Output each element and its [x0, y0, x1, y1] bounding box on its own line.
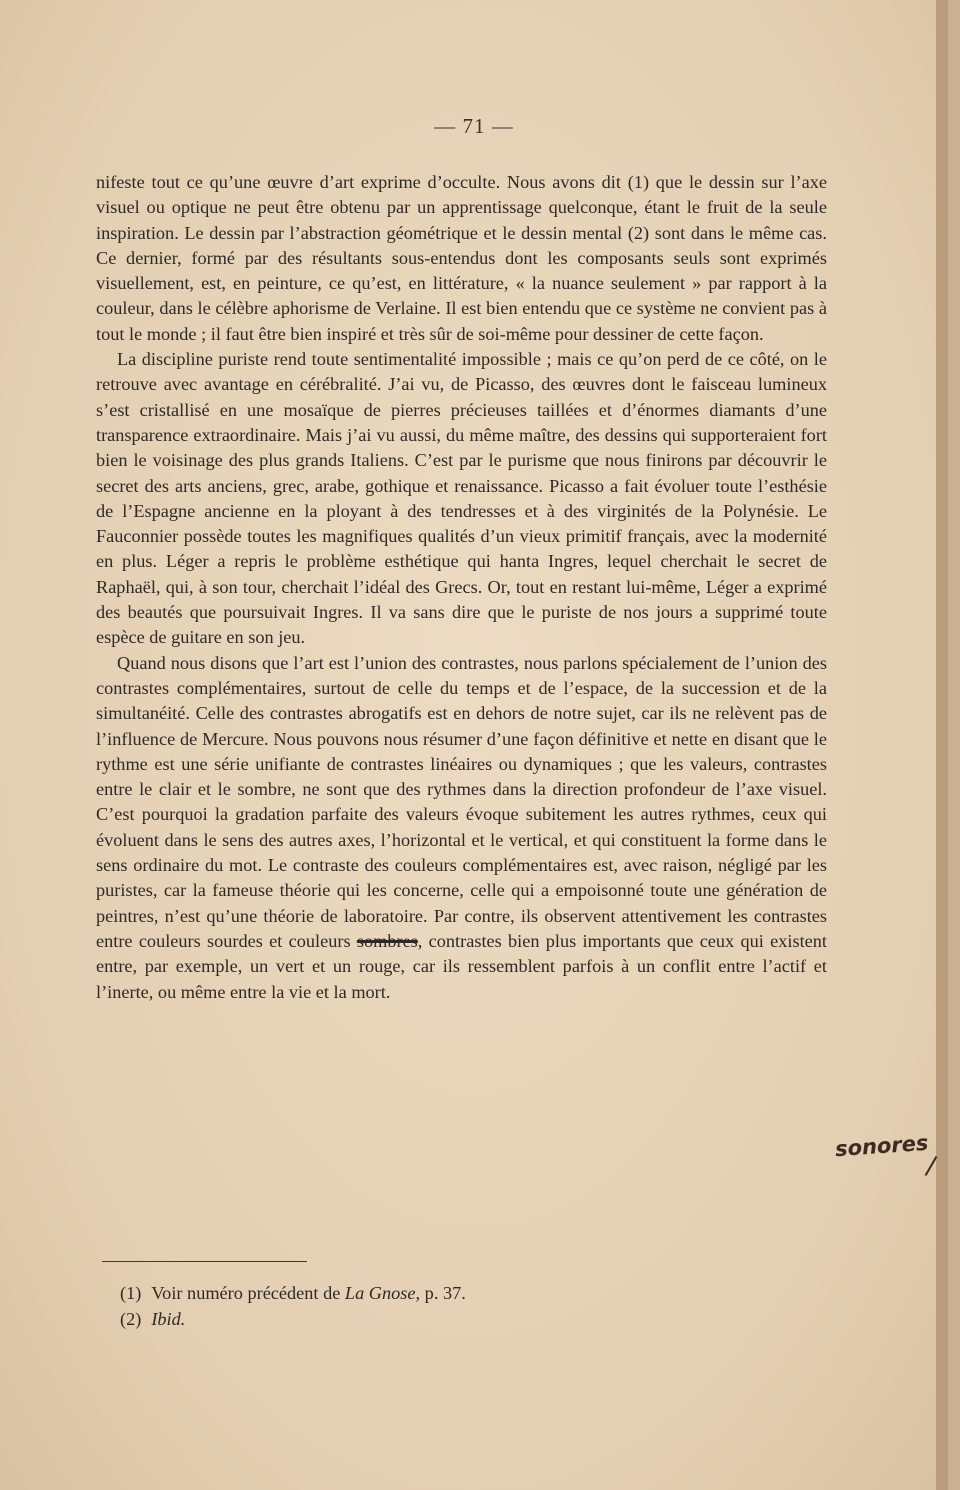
handwritten-correction: sonores: [834, 1130, 930, 1162]
footnote-1: [120, 1280, 820, 1306]
footnotes: [120, 1280, 820, 1332]
paragraph-3: [96, 651, 827, 1005]
paragraph-3-main: Quand nous disons que l’art est l’union des contrastes, nous parlons spécialement de l’union des contrastes complémentaires, surtout de celle du temps et de l’espace, de la succession et de la simultanéité. Celle des contrastes abrogatifs est en dehors de notre sujet, car ils ne relèvent pas de l’influence de Mercure. Nous pouvons nous résumer d’une façon définitive et nette en disant que le rythme est une série unifiante de contrastes linéaires ou dynamiques ; que les valeurs, contrastes entre le clair et le sombre, ne sont que des rythmes dans la direction profondeur de l’axe visuel. C’est pourquoi la gradation parfaite des valeurs évoque subitement les autres rythmes, ceux qui évoluent dans le sens des autres axes, l’horizontal et le vertical, et qui constituent la forme dans le sens ordinaire du mot. Le contraste des couleurs complémentaires est, avec raison, négligé par les puristes, car la fameuse théorie qui les concerne, celle qui a empoisonné toute une génération de peintres, n’est qu’une théorie de laboratoire. Par contre, ils observent attentivement les contrastes entre couleurs sourdes et couleurs: [96, 652, 827, 951]
page-number: — 71 —: [434, 114, 514, 138]
footnote-2: [120, 1306, 820, 1332]
footnote-divider: [102, 1261, 307, 1262]
footnote-1-number: (1): [120, 1283, 142, 1303]
footnote-2-number: (2): [120, 1309, 142, 1329]
footnote-1-source: La Gnose,: [344, 1283, 421, 1303]
footnote-2-source: Ibid.: [151, 1309, 186, 1329]
body-text: [96, 170, 827, 1005]
page-edge: [936, 0, 948, 1490]
paragraph-3-end: , contrastes bien plus importants que ceux qui existent entre, par exemple, un vert et un rouge, car ils ressemblent parfois à un conflit entre l’actif et l’inerte, ou même entre la vie et la mort.: [96, 930, 827, 1002]
paragraph-1: nifeste tout ce qu’une œuvre d’art exprime d’occulte. Nous avons dit (1) que le dessin sur l’axe visuel ou optique ne peut être obtenu par un apprentissage quelconque, étant le fruit de la seule inspiration. Le dessin par l’abstraction géométrique et le dessin mental (2) sont dans le même cas. Ce dernier, formé par des résultants sous-entendus dont les composants seuls sont exprimés visuellement, est, en peinture, ce qu’est, en littérature, « la nuance seulement » par rapport à la couleur, dans le célèbre aphorisme de Verlaine. Il est bien entendu que ce système ne convient pas à tout le monde ; il faut être bien inspiré et très sûr de soi-même pour dessiner de cette façon.: [96, 172, 827, 344]
struck-word: sombres: [356, 930, 418, 951]
footnote-1-page: p. 37.: [424, 1283, 466, 1303]
footnote-1-text: Voir numéro précédent de: [151, 1283, 341, 1303]
paragraph-2: La discipline puriste rend toute sentimentalité impossible ; mais ce qu’on perd de ce côté, on le retrouve avec avantage en cérébralité. J’ai vu, de Picasso, des œuvres dont le faisceau lumineux s’est cristallisé en une mosaïque de pierres précieuses taillées et d’énormes diamants d’une transparence extraordinaire. Mais j’ai vu aussi, du même maître, des dessins qui supporteraient fort bien le voisinage des plus grands Italiens. C’est par le purisme que nous finirons par découvrir le secret des arts anciens, grec, arabe, gothique et renaissance. Picasso a fait évoluer toute l’esthésie de l’Espagne ancienne en la ployant à des tendresses et à des virginités de la Polynésie. Le Fauconnier possède toutes les magnifiques qualités d’un vieux primitif français, avec la modernité en plus. Léger a repris le problème esthétique qui hanta Ingres, lequel cherchait le secret de Raphaël, qui, à son tour, cherchait l’idéal des Grecs. Or, tout en restant lui-même, Léger a exprimé des beautés que poursuivait Ingres. Il va sans dire que le puriste de nos jours a supprimé toute espèce de guitare en son jeu.: [96, 349, 827, 648]
